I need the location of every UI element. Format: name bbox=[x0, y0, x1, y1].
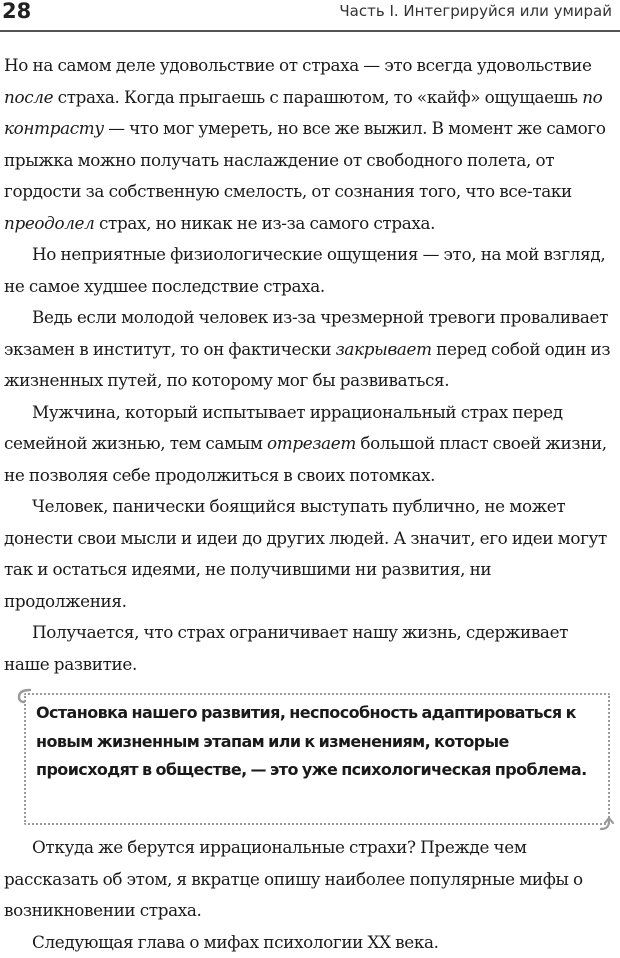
paragraph-text: Человек, панически боящийся выступать публично, не может донести свои мысли и идеи до других людей. А значит, его идеи могут так и остаться идеями, не получившими ни развития, ни продолжения. bbox=[4, 496, 607, 611]
paragraph-text: — что мог умереть, но все же выжил. В момент же самого прыжка можно получать наслаждение от свободного полета, от гордости за собственную смелость, от сознания того, что все-таки bbox=[4, 118, 606, 201]
paragraph bbox=[4, 239, 614, 302]
emphasis-text: преодолел bbox=[4, 213, 94, 233]
paragraph-text: Но неприятные физиологические ощущения — это, на мой взгляд, не самое худшее последствие страха. bbox=[4, 244, 605, 296]
callout-close-arrow-icon bbox=[598, 815, 616, 833]
paragraph bbox=[4, 617, 614, 680]
closing-text bbox=[4, 832, 614, 958]
paragraph-text: перед собой один из жизненных путей, по которому мог бы развиваться. bbox=[4, 339, 610, 391]
emphasis-text: отрезает bbox=[267, 433, 356, 453]
paragraph bbox=[4, 302, 614, 397]
header-divider bbox=[0, 30, 620, 32]
paragraph bbox=[4, 491, 614, 617]
callout-text: Остановка нашего развития, неспособность адаптироваться к новым жизненным этапам или к изменениям, которые происходят в обществе, — это уже психологическая проблема. bbox=[36, 699, 608, 785]
running-title: Часть I. Интегрируйся или умирай bbox=[339, 2, 612, 20]
callout-open-quote-icon bbox=[16, 687, 34, 705]
paragraph: Следующая глава о мифах психологии XX века. bbox=[4, 927, 614, 958]
emphasis-text: после bbox=[4, 87, 53, 107]
paragraph: Откуда же берутся иррациональные страхи? Прежде чем рассказать об этом, я вкратце опишу наиболее популярные мифы о возникновении страха. bbox=[4, 832, 614, 927]
page-header bbox=[0, 0, 620, 36]
paragraph-text: Но на самом деле удовольствие от страха — это всегда удовольствие bbox=[4, 55, 592, 75]
paragraph-text: Мужчина, который испытывает иррациональный страх перед семейной жизнью, тем самым bbox=[4, 402, 563, 454]
paragraph-text: Ведь если молодой человек из-за чрезмерной тревоги проваливает экзамен в институт, то он фактически bbox=[4, 307, 608, 359]
main-text bbox=[4, 50, 614, 680]
paragraph-text: Получается, что страх ограничивает нашу жизнь, сдерживает наше развитие. bbox=[4, 622, 568, 674]
paragraph-text: страха. Когда прыгаешь с парашютом, то «кайф» ощущаешь bbox=[53, 87, 582, 107]
emphasis-text: по контрасту bbox=[4, 87, 602, 139]
callout-box bbox=[24, 693, 610, 827]
paragraph bbox=[4, 397, 614, 492]
emphasis-text: закрывает bbox=[336, 339, 432, 359]
paragraph-text: страх, но никак не из-за самого страха. bbox=[94, 213, 435, 233]
paragraph bbox=[4, 50, 614, 239]
page-number: 28 bbox=[2, 0, 31, 22]
paragraph-text: большой пласт своей жизни, не позволяя себе продолжиться в своих потомках. bbox=[4, 433, 607, 485]
